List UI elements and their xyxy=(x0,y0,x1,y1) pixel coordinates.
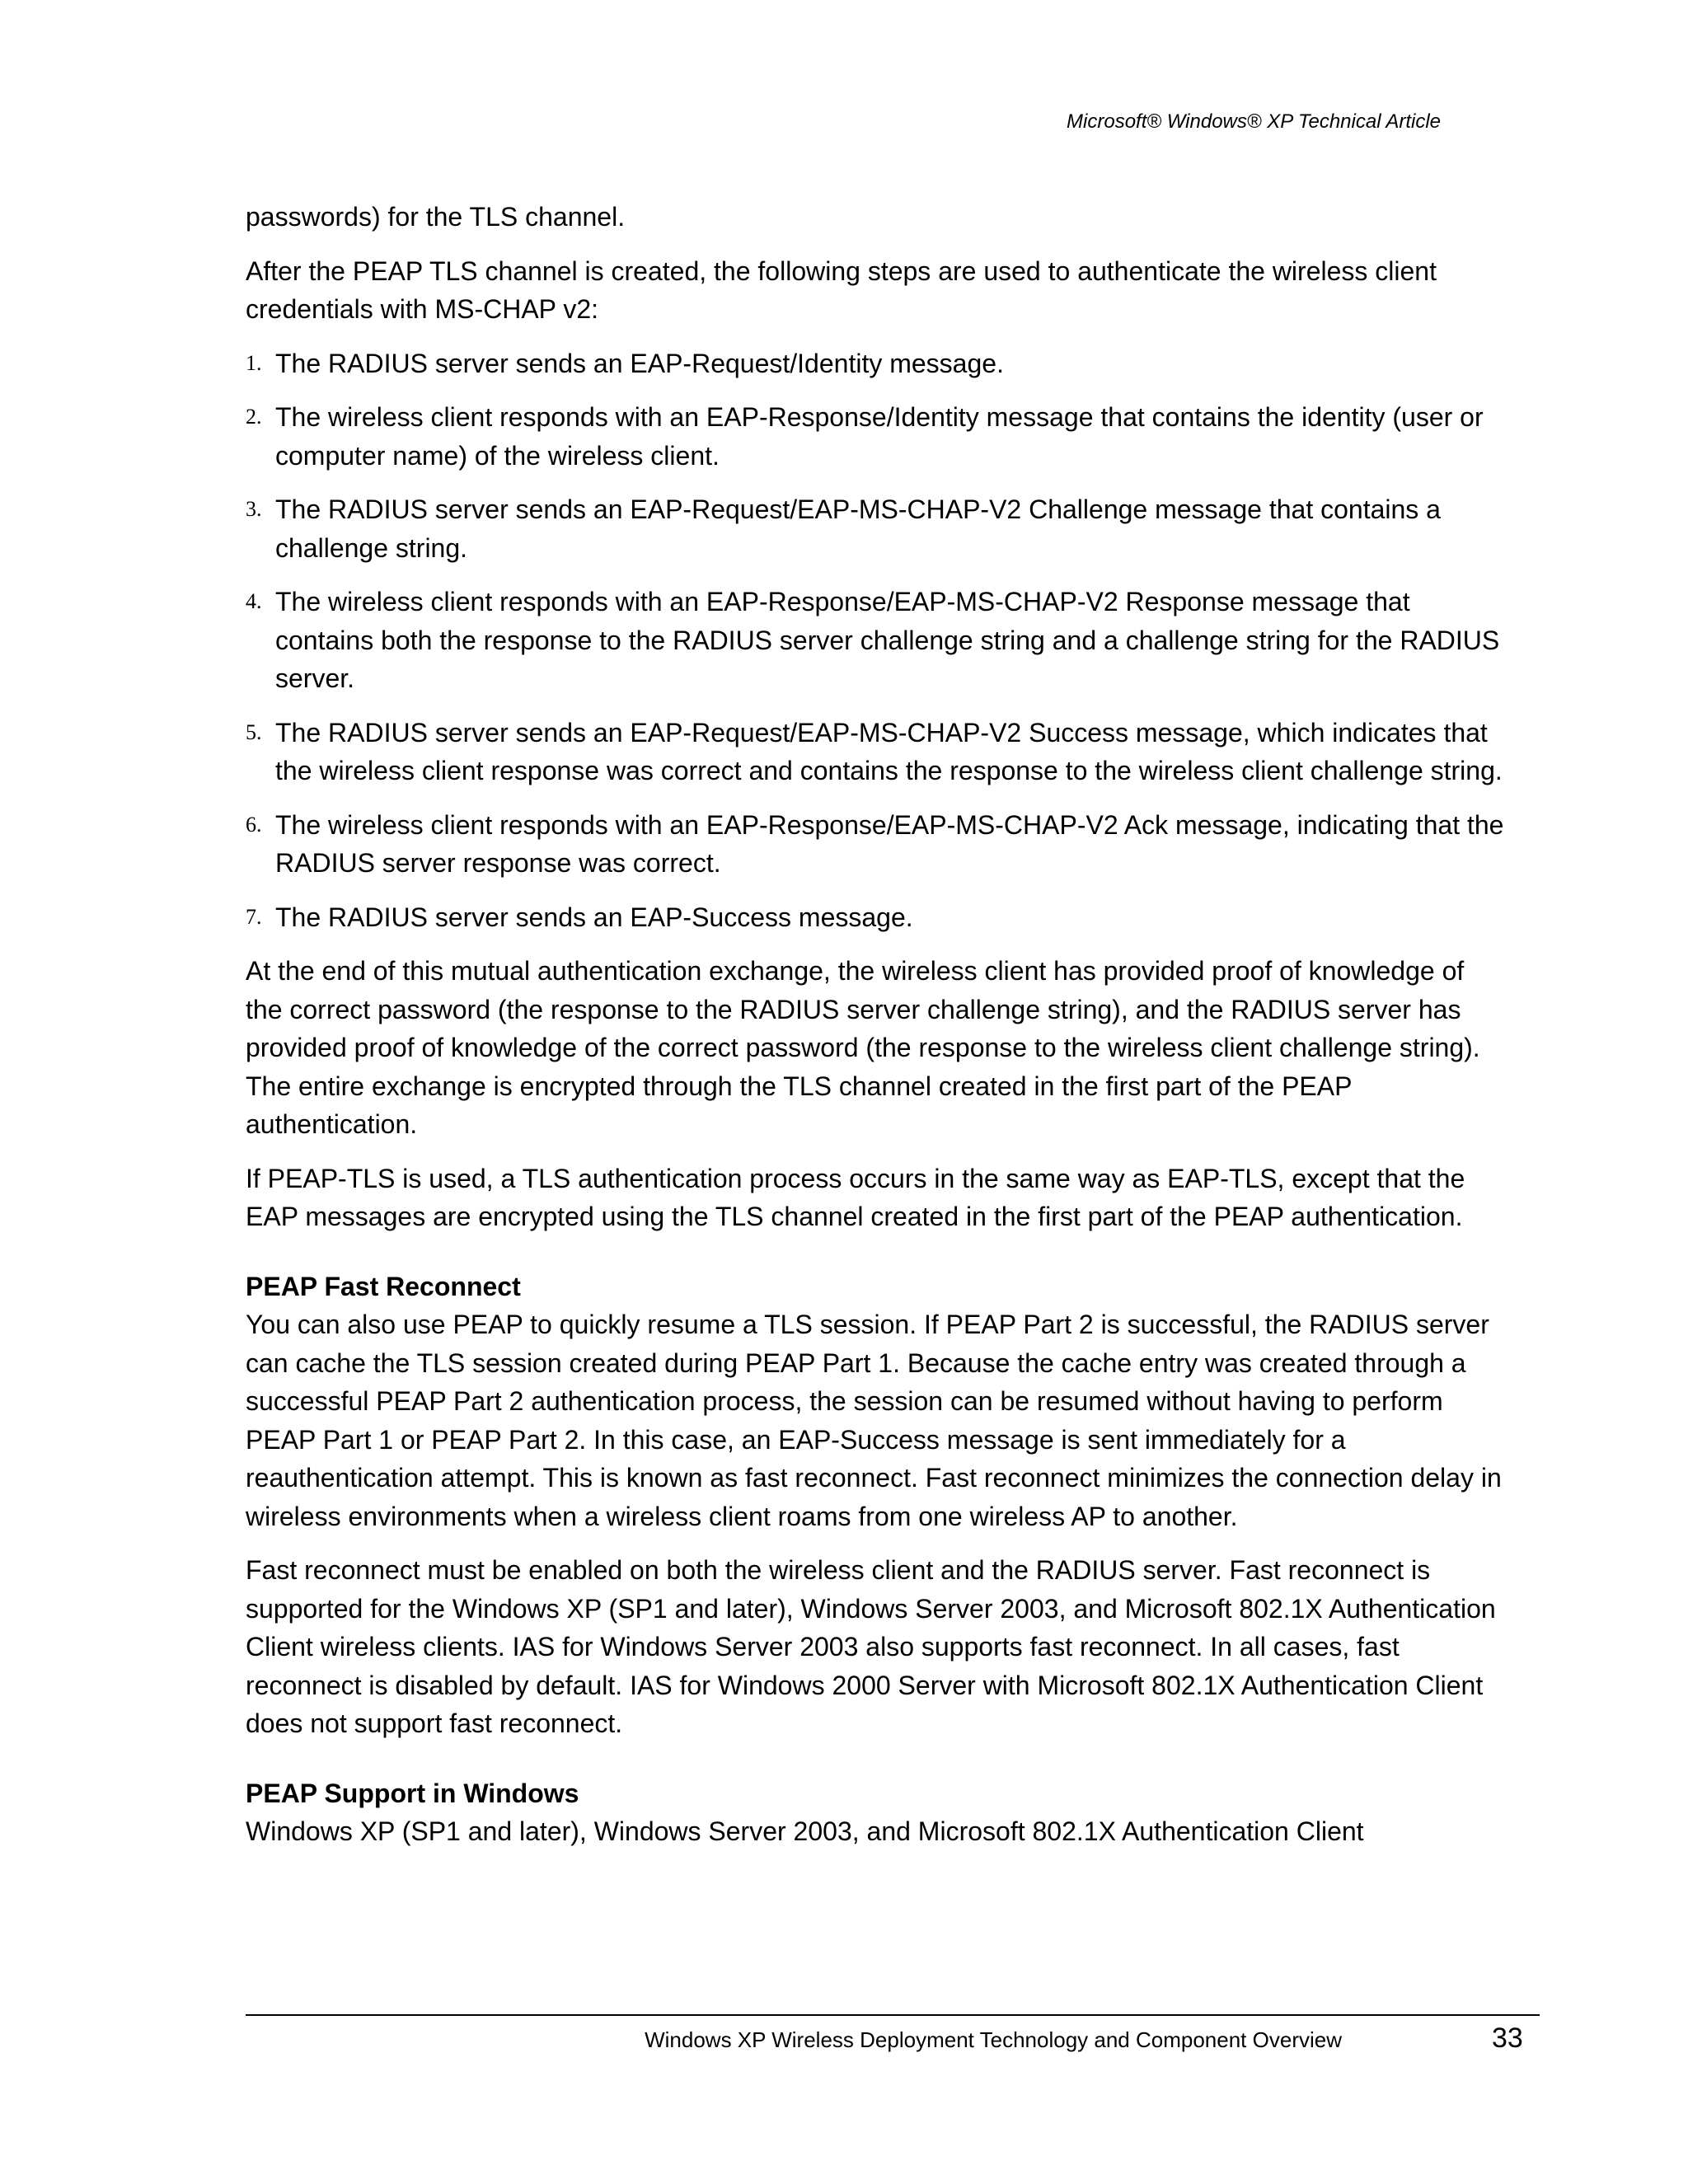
list-item-text: The wireless client responds with an EAP-Response/Identity message that contains the identity (user or computer name) of the wireless client. xyxy=(275,402,1484,471)
list-number: 3. xyxy=(246,497,262,521)
running-header: Microsoft® Windows® XP Technical Article xyxy=(1067,110,1441,133)
paragraph-peap-support: Windows XP (SP1 and later), Windows Server 2003, and Microsoft 802.1X Authentication Client xyxy=(246,1816,1364,1846)
list-item xyxy=(246,490,1507,567)
mschap-steps-list xyxy=(246,344,1507,937)
list-item xyxy=(246,583,1507,698)
paragraph-fast-reconnect-support: Fast reconnect must be enabled on both the wireless client and the RADIUS server. Fast reconnect is supported for the Windows XP (SP1 and later), Windows Server 2003, and Microsoft 802.1X Authentication Client wireless clients. IAS for Windows Server 2003 also supports fast reconnect. In all cases, fast reconnect is disabled by default. IAS for Windows 2000 Server with Microsoft 802.1X Authentication Client does not support fast reconnect. xyxy=(246,1555,1496,1738)
list-item-text: The RADIUS server sends an EAP-Request/EAP-MS-CHAP-V2 Success message, which indicates that the wireless client response was correct and contains the response to the wireless client challenge string. xyxy=(275,717,1503,785)
list-number: 2. xyxy=(246,405,262,429)
page-body xyxy=(246,198,1507,1867)
list-item xyxy=(246,714,1507,790)
footer-divider xyxy=(246,2014,1540,2016)
section-heading-fast-reconnect: PEAP Fast Reconnect xyxy=(246,1271,521,1301)
list-item xyxy=(246,898,1507,937)
paragraph-fast-reconnect: You can also use PEAP to quickly resume a TLS session. If PEAP Part 2 is successful, the RADIUS server can cache the TLS session created during PEAP Part 1. Because the cache entry was created through a successful PEAP Part 2 authentication process, the session can be resumed without having to perform PEAP Part 1 or PEAP Part 2. In this case, an EAP-Success message is sent immediately for a reauthentication attempt. This is known as fast reconnect. Fast reconnect minimizes the connection delay in wireless environments when a wireless client roams from one wireless AP to another. xyxy=(246,1310,1502,1531)
paragraph-peap-tls: If PEAP-TLS is used, a TLS authentication process occurs in the same way as EAP-TLS, except that the EAP messages are encrypted using the TLS channel created in the first part of the PEAP authentication. xyxy=(246,1163,1465,1231)
paragraph-mutual-auth: At the end of this mutual authentication exchange, the wireless client has provided proof of knowledge of the correct password (the response to the RADIUS server challenge string), and the RADIUS server has provided proof of knowledge of the correct password (the response to the wireless client challenge string). The entire exchange is encrypted through the TLS channel created in the first part of the PEAP authentication. xyxy=(246,956,1480,1139)
list-item-text: The RADIUS server sends an EAP-Request/EAP-MS-CHAP-V2 Challenge message that contains a challenge string. xyxy=(275,494,1441,563)
paragraph-continuation: passwords) for the TLS channel. xyxy=(246,202,626,232)
page-number: 33 xyxy=(1492,2022,1523,2054)
list-item-text: The wireless client responds with an EAP-Response/EAP-MS-CHAP-V2 Ack message, indicating that the RADIUS server response was correct. xyxy=(275,809,1504,878)
list-number: 6. xyxy=(246,812,262,837)
list-number: 7. xyxy=(246,904,262,929)
list-number: 1. xyxy=(246,350,262,375)
list-item-text: The RADIUS server sends an EAP-Success message. xyxy=(275,902,913,932)
list-number: 5. xyxy=(246,719,262,744)
section-heading-peap-support: PEAP Support in Windows xyxy=(246,1778,579,1808)
list-number: 4. xyxy=(246,589,262,613)
list-item xyxy=(246,806,1507,883)
paragraph-intro-steps: After the PEAP TLS channel is created, the following steps are used to authenticate the wireless client credentials with MS-CHAP v2: xyxy=(246,255,1437,324)
list-item xyxy=(246,398,1507,475)
list-item-text: The RADIUS server sends an EAP-Request/Identity message. xyxy=(275,348,1004,378)
list-item-text: The wireless client responds with an EAP-Response/EAP-MS-CHAP-V2 Response message that contains both the response to the RADIUS server challenge string and a challenge string for the RADIUS server. xyxy=(275,587,1500,693)
footer-document-title: Windows XP Wireless Deployment Technology and Component Overview xyxy=(645,2027,1342,2052)
list-item xyxy=(246,344,1507,383)
